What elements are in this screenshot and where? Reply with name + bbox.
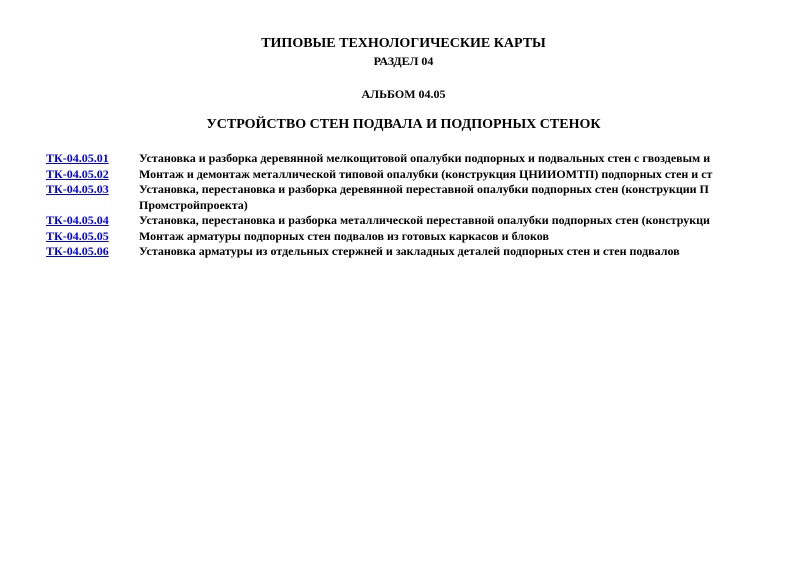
card-description <box>139 167 769 183</box>
card-description <box>139 213 769 229</box>
card-description <box>139 229 769 245</box>
card-link-04-05-01[interactable]: ТК-04.05.01 <box>46 151 109 165</box>
list-item <box>46 151 769 167</box>
card-description <box>139 182 769 213</box>
card-link-04-05-06[interactable]: ТК-04.05.06 <box>46 244 109 258</box>
card-description-line: Установка, перестановка и разборка металлической переставной опалубки подпорных стен (конструкци <box>139 213 710 227</box>
list-item <box>46 229 769 245</box>
section-label: РАЗДЕЛ 04 <box>373 54 434 68</box>
card-description-continuation: Промстройпроекта) <box>139 197 248 212</box>
card-description-line: Монтаж арматуры подпорных стен подвалов из готовых каркасов и блоков <box>139 228 549 243</box>
list-item <box>46 182 769 213</box>
card-link-04-05-05[interactable]: ТК-04.05.05 <box>46 228 109 243</box>
card-description-line: Установка арматуры из отдельных стержней и закладных деталей подпорных стен и стен подвалов <box>139 244 680 258</box>
card-description-line: Установка, перестановка и разборка деревянной переставной опалубки подпорных стен (конструкции П <box>139 182 709 196</box>
list-item <box>46 213 769 229</box>
subject-heading: УСТРОЙСТВО СТЕН ПОДВАЛА И ПОДПОРНЫХ СТЕНОК <box>206 117 601 132</box>
card-list <box>46 151 769 260</box>
list-item <box>46 244 769 260</box>
document-title: ТИПОВЫЕ ТЕХНОЛОГИЧЕСКИЕ КАРТЫ <box>261 36 546 51</box>
list-item <box>46 167 769 183</box>
album-label: АЛЬБОМ 04.05 <box>361 87 446 101</box>
card-link-04-05-03[interactable]: ТК-04.05.03 <box>46 182 109 196</box>
card-description <box>139 244 769 260</box>
card-description-line: Установка и разборка деревянной мелкощитовой опалубки подпорных и подвальных стен с гвоздевым и <box>139 151 711 165</box>
card-description-line: Монтаж и демонтаж металлической типовой опалубки (конструкция ЦНИИОМТП) подпорных стен и ст <box>139 166 713 181</box>
card-description <box>139 151 769 167</box>
card-link-04-05-04[interactable]: ТК-04.05.04 <box>46 213 109 227</box>
card-link-04-05-02[interactable]: ТК-04.05.02 <box>46 166 109 181</box>
